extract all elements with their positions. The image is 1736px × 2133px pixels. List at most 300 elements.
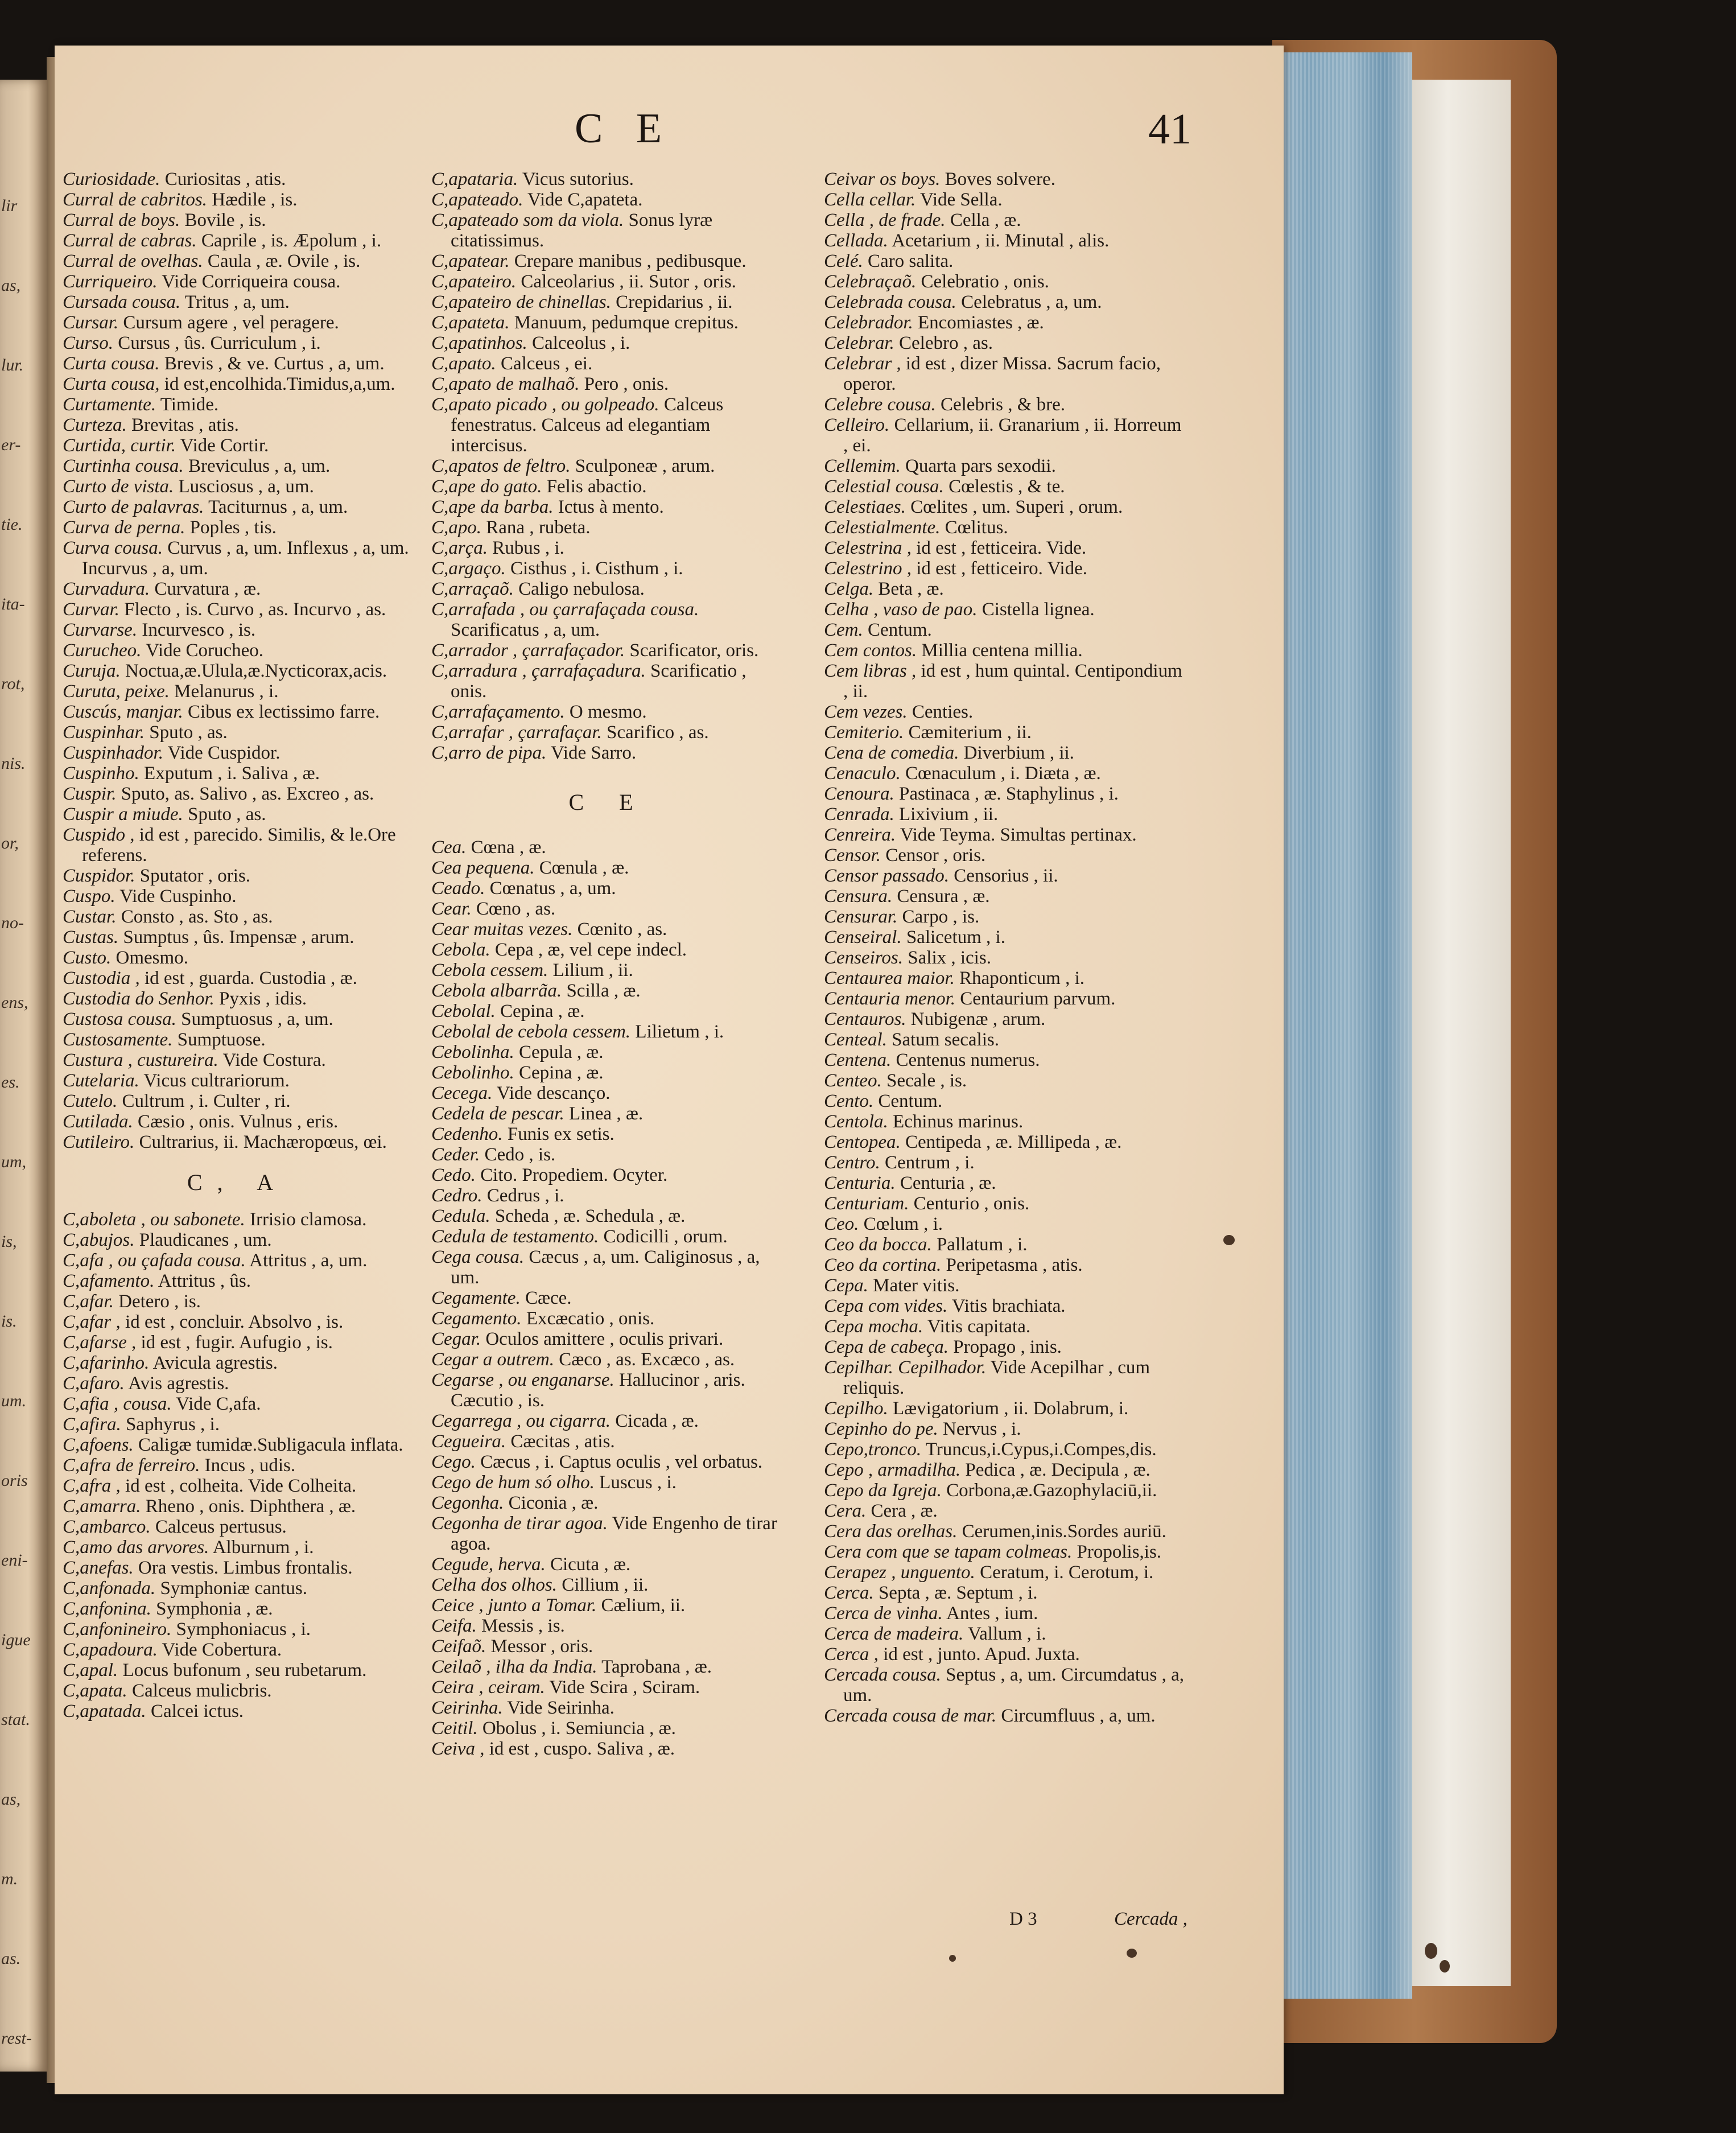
dictionary-entry	[824, 1501, 1188, 1521]
dictionary-entry	[431, 640, 785, 661]
dictionary-entry	[824, 579, 1188, 599]
headword: Curtamente.	[63, 394, 156, 415]
translation: Sumptuose.	[177, 1030, 266, 1050]
dictionary-entry	[824, 292, 1188, 312]
translation: Attritus , a, um.	[249, 1250, 368, 1271]
translation: Sumptuosus , a, um.	[181, 1009, 333, 1030]
headword: Cedela de pescar.	[431, 1103, 564, 1124]
headword: Cuspidor.	[63, 866, 135, 886]
headword: Cuspinho.	[63, 763, 139, 784]
headword: C,afoens.	[63, 1435, 134, 1455]
headword: Celebrar.	[824, 333, 894, 353]
headword: Ceder.	[431, 1144, 480, 1165]
headword: Custodia ,	[63, 968, 140, 989]
page-number: 41	[1148, 105, 1191, 153]
headword: Ceiva ,	[431, 1739, 485, 1759]
translation: Linea , æ.	[568, 1103, 644, 1124]
translation: Pastinaca , æ. Staphylinus , i.	[899, 784, 1119, 804]
dictionary-entry	[824, 1070, 1188, 1091]
dictionary-entry	[824, 927, 1188, 948]
translation: Pyxis , idis.	[219, 989, 307, 1009]
translation: id est , guarda. Custodia , æ.	[144, 968, 357, 989]
translation: Calceolus , i.	[531, 333, 630, 353]
headword: Curucheo.	[63, 640, 142, 661]
translation: Flecto , is. Curvo , as. Incurvo , as.	[124, 599, 386, 620]
translation: Scilla , æ.	[566, 981, 641, 1001]
translation: Diverbium , ii.	[963, 743, 1074, 763]
headword: Centopea.	[824, 1132, 901, 1152]
dictionary-entry	[824, 538, 1188, 558]
headword: Cuspo.	[63, 886, 116, 907]
translation: Crepidarius , ii.	[616, 292, 733, 312]
dictionary-entry	[824, 620, 1188, 640]
dictionary-entry	[63, 1111, 413, 1132]
facing-page-fragment: rot,	[1, 674, 25, 693]
translation: Caprile , is. Æpolum , i.	[201, 230, 382, 251]
dictionary-entry	[63, 1271, 413, 1291]
dictionary-entry	[63, 1394, 413, 1414]
dictionary-entry	[824, 886, 1188, 907]
translation: Cibus ex lectissimo farre.	[188, 702, 380, 722]
translation: Pedica , æ. Decipula , æ.	[965, 1460, 1151, 1480]
dictionary-entry	[63, 1030, 413, 1050]
dictionary-entry	[824, 1439, 1188, 1460]
dictionary-entry	[431, 899, 785, 919]
headword: C,amo das arvores.	[63, 1537, 209, 1558]
translation: Locus bufonum , seu rubetarum.	[122, 1660, 367, 1681]
translation: Cælium, ii.	[601, 1595, 686, 1616]
translation: id est , cuspo. Saliva , æ.	[489, 1739, 675, 1759]
dictionary-entry	[63, 1353, 413, 1373]
facing-page-fragment: um,	[1, 1152, 27, 1171]
translation: Pero , onis.	[584, 374, 669, 394]
translation: Incus , udis.	[204, 1455, 296, 1476]
dictionary-entry	[824, 743, 1188, 763]
headword: C,afarse ,	[63, 1332, 137, 1353]
translation: Cepina , æ.	[519, 1063, 604, 1083]
headword: Curva cousa.	[63, 538, 163, 558]
headword: C,anefas.	[63, 1558, 134, 1578]
translation: Vide C,apateta.	[527, 190, 643, 210]
headword: Curiosidade.	[63, 169, 160, 190]
headword: Custosamente.	[63, 1030, 173, 1050]
translation: O mesmo.	[569, 702, 647, 722]
translation: id est , concluir. Absolvo , is.	[125, 1312, 344, 1332]
dictionary-entry	[431, 1616, 785, 1636]
headword: Cera das orelhas.	[824, 1521, 958, 1542]
headword: Curuta, peixe.	[63, 681, 170, 702]
dictionary-entry	[824, 1173, 1188, 1193]
dictionary-entry	[63, 1414, 413, 1435]
translation: Sculponeæ , arum.	[575, 456, 715, 476]
facing-page-fragment: is,	[1, 1232, 17, 1251]
headword: Cem vezes.	[824, 702, 908, 722]
translation: Cella , æ.	[950, 210, 1021, 230]
headword: C,apadoura.	[63, 1640, 158, 1660]
translation: Cœlestis , & te.	[949, 476, 1065, 497]
translation: Septus , a, um. Circumdatus , a, um.	[843, 1665, 1185, 1706]
translation: Salix , icis.	[908, 948, 991, 968]
headword: Celestial cousa.	[824, 476, 944, 497]
translation: Encomiastes , æ.	[918, 312, 1044, 333]
dictionary-entry	[824, 1234, 1188, 1255]
headword: C,apateiro de chinellas.	[431, 292, 611, 312]
headword: Cutileiro.	[63, 1132, 135, 1152]
column-1	[63, 169, 413, 1722]
headword: Centeal.	[824, 1030, 887, 1050]
dictionary-entry	[824, 210, 1188, 230]
dictionary-entry	[431, 1739, 785, 1759]
worm-hole	[949, 1955, 956, 1962]
translation: Tritus , a, um.	[184, 292, 290, 312]
translation: Secale , is.	[886, 1070, 967, 1091]
headword: Cuspir a miude.	[63, 804, 183, 825]
translation: Cœnito , as.	[577, 919, 667, 940]
dictionary-entry	[824, 804, 1188, 825]
column-3	[824, 169, 1188, 1726]
translation: Cillium , ii.	[562, 1575, 649, 1595]
dictionary-entry	[63, 292, 413, 312]
dictionary-entry	[824, 702, 1188, 722]
dictionary-entry	[63, 497, 413, 517]
headword: Cenoura.	[824, 784, 894, 804]
headword: Cebola albarrãa.	[431, 981, 562, 1001]
translation: Centaurium parvum.	[960, 989, 1116, 1009]
headword: C,afra de ferreiro.	[63, 1455, 200, 1476]
translation: Ictus à mento.	[558, 497, 664, 517]
headword: Cepo , armadilha.	[824, 1460, 961, 1480]
translation: Breviculus , a, um.	[188, 456, 331, 476]
headword: Cercada cousa.	[824, 1665, 941, 1685]
translation: Lusciosus , a, um.	[178, 476, 314, 497]
dictionary-entry	[431, 1452, 785, 1472]
translation: Septa , æ. Septum , i.	[878, 1583, 1038, 1603]
translation: Scarificatus , a, um.	[451, 620, 600, 640]
translation: Incurvesco , is.	[142, 620, 256, 640]
translation: Cito. Propediem. Ocyter.	[480, 1165, 668, 1185]
translation: Obolus , i. Semiuncia , æ.	[482, 1718, 676, 1739]
headword: Custar.	[63, 907, 117, 927]
headword: Cegueira.	[431, 1431, 506, 1452]
dictionary-entry	[63, 702, 413, 722]
translation: Cæce.	[525, 1288, 572, 1308]
headword: Cedenho.	[431, 1124, 503, 1144]
headword: Cepo da Igreja.	[824, 1480, 942, 1501]
headword: Curral de boys.	[63, 210, 180, 230]
headword: Centauria menor.	[824, 989, 955, 1009]
translation: Satum secalis.	[892, 1030, 999, 1050]
headword: Cella cellar.	[824, 190, 916, 210]
dictionary-entry	[431, 837, 785, 858]
dictionary-entry	[63, 538, 413, 579]
headword: C,arrafar , çarrafaçar.	[431, 722, 602, 743]
dictionary-entry	[431, 1718, 785, 1739]
headword: Ceilaõ , ilha da India.	[431, 1657, 597, 1677]
translation: Echinus marinus.	[893, 1111, 1024, 1132]
headword: Cedula.	[431, 1206, 490, 1226]
dictionary-entry	[63, 886, 413, 907]
headword: C,afia , cousa.	[63, 1394, 172, 1414]
running-head: C E	[575, 105, 674, 152]
dictionary-entry	[431, 919, 785, 940]
dictionary-entry	[63, 1332, 413, 1353]
dictionary-entry	[431, 1370, 785, 1411]
headword: C,afra ,	[63, 1476, 121, 1496]
dictionary-entry	[63, 661, 413, 681]
dictionary-entry	[63, 190, 413, 210]
dictionary-entry	[824, 866, 1188, 886]
headword: Cenrada.	[824, 804, 894, 825]
dictionary-entry	[63, 1132, 413, 1152]
headword: C,arça.	[431, 538, 488, 558]
headword: C,apato.	[431, 353, 496, 374]
translation: Calceolarius , ii. Sutor , oris.	[521, 271, 736, 292]
translation: Vide descanço.	[496, 1083, 611, 1103]
dictionary-entry	[63, 927, 413, 948]
facing-page-fragment: is.	[1, 1312, 17, 1331]
dictionary-entry	[431, 1103, 785, 1124]
dictionary-entry	[824, 763, 1188, 784]
translation: Hallucinor , aris. Cæcutio , is.	[451, 1370, 745, 1411]
headword: C,apateado.	[431, 190, 523, 210]
translation: Noctua,æ.Ulula,æ.Nycticorax,acis.	[125, 661, 387, 681]
headword: Cerca ,	[824, 1644, 879, 1665]
dictionary-entry	[63, 1312, 413, 1332]
dictionary-entry	[431, 333, 785, 353]
headword: Cegar a outrem.	[431, 1349, 555, 1370]
headword: Cegar.	[431, 1329, 481, 1349]
headword: Cera com que se tapam colmeas.	[824, 1542, 1073, 1562]
facing-page-fragment: lir	[1, 196, 18, 215]
translation: Lixivium , ii.	[899, 804, 999, 825]
headword: C,anfonineiro.	[63, 1619, 172, 1640]
blue-sprinkled-page-edges	[1272, 52, 1412, 1999]
dictionary-entry	[431, 517, 785, 538]
headword: Custosa cousa.	[63, 1009, 176, 1030]
dictionary-entry	[431, 661, 785, 702]
dictionary-entry	[63, 415, 413, 435]
translation: id est , fetticeira. Vide.	[916, 538, 1087, 558]
headword: Cera.	[824, 1501, 867, 1521]
headword: Cento.	[824, 1091, 874, 1111]
headword: Cerapez , unguento.	[824, 1562, 975, 1583]
translation: Felis abactio.	[546, 476, 647, 497]
headword: Cenaculo.	[824, 763, 901, 784]
translation: Cæcitas , atis.	[510, 1431, 615, 1452]
headword: C,afarinho.	[63, 1353, 150, 1373]
translation: Timide.	[160, 394, 219, 415]
headword: C,ape da barba.	[431, 497, 554, 517]
dictionary-entry	[431, 271, 785, 292]
facing-page-fragment: stat.	[1, 1710, 30, 1729]
headword: Cem.	[824, 620, 863, 640]
translation: Poples , tis.	[189, 517, 277, 538]
headword: Cellemim.	[824, 456, 901, 476]
dictionary-entry	[431, 1144, 785, 1165]
translation: Vide Corucheo.	[146, 640, 264, 661]
dictionary-entry	[824, 1030, 1188, 1050]
translation: id est , fugir. Aufugio , is.	[141, 1332, 333, 1353]
translation: Celebratio , onis.	[921, 271, 1049, 292]
dictionary-entry	[824, 1255, 1188, 1275]
worm-hole	[1440, 1960, 1450, 1973]
dictionary-entry	[431, 1472, 785, 1493]
dictionary-entry	[63, 476, 413, 497]
dictionary-entry	[431, 1657, 785, 1677]
dictionary-entry	[431, 1308, 785, 1329]
translation: Caro salita.	[867, 251, 954, 271]
dictionary-entry	[431, 960, 785, 981]
translation: Cepa , æ, vel cepe indecl.	[494, 940, 687, 960]
dictionary-entry	[63, 907, 413, 927]
worm-hole	[1425, 1943, 1437, 1959]
translation: Sumptus , ûs. Impensæ , arum.	[123, 927, 354, 948]
headword: Centuria.	[824, 1173, 896, 1193]
headword: Celebrar ,	[824, 353, 901, 374]
headword: Celleiro.	[824, 415, 890, 435]
dictionary-entry	[824, 251, 1188, 271]
headword: Curuja.	[63, 661, 121, 681]
translation: Centipeda , æ. Millipeda , æ.	[905, 1132, 1122, 1152]
headword: Curtida, curtir.	[63, 435, 176, 456]
dictionary-entry	[824, 353, 1188, 394]
translation: Cœnaculum , i. Diæta , æ.	[905, 763, 1101, 784]
dictionary-entry	[431, 538, 785, 558]
translation: Propago , inis.	[953, 1337, 1062, 1357]
dictionary-entry	[431, 1698, 785, 1718]
translation: Cisthus , i. Cisthum , i.	[510, 558, 683, 579]
translation: Brevitas , atis.	[131, 415, 239, 435]
dictionary-entry	[63, 394, 413, 415]
headword: Cuspido ,	[63, 825, 135, 845]
dictionary-entry	[824, 558, 1188, 579]
dictionary-entry	[63, 1476, 413, 1496]
dictionary-entry	[824, 1419, 1188, 1439]
dictionary-entry	[824, 1132, 1188, 1152]
headword: Cebola cessem.	[431, 960, 549, 981]
translation: Vallum , i.	[967, 1624, 1046, 1644]
translation: Cœlites , um. Superi , orum.	[910, 497, 1123, 517]
headword: Curto de palavras.	[63, 497, 204, 517]
translation: Taprobana , æ.	[601, 1657, 712, 1677]
dictionary-entry	[431, 858, 785, 878]
translation: Scarifico , as.	[607, 722, 709, 743]
dictionary-entry	[63, 948, 413, 968]
translation: Vide Scira , Sciram.	[549, 1677, 700, 1698]
facing-page-fragment: um.	[1, 1391, 27, 1410]
translation: Lilium , ii.	[552, 960, 633, 981]
dictionary-entry	[824, 1665, 1188, 1706]
translation: Rana , rubeta.	[486, 517, 591, 538]
dictionary-entry	[824, 1542, 1188, 1562]
translation: Vide Seirinha.	[507, 1698, 615, 1718]
dictionary-entry	[63, 210, 413, 230]
translation: Exputum , i. Saliva , æ.	[144, 763, 320, 784]
translation: Messis , is.	[481, 1616, 565, 1636]
translation: Sputo , as.	[188, 804, 266, 825]
dictionary-entry	[824, 1214, 1188, 1234]
translation: Cicuta , æ.	[550, 1554, 631, 1575]
headword: Cursar.	[63, 312, 119, 333]
headword: Ceirinha.	[431, 1698, 503, 1718]
headword: Cegarse , ou enganarse.	[431, 1370, 615, 1390]
translation: Censorius , ii.	[954, 866, 1058, 886]
headword: Celha , vaso de pao.	[824, 599, 978, 620]
headword: C,apatada.	[63, 1701, 146, 1722]
dictionary-entry	[63, 1517, 413, 1537]
translation: Cellarium, ii. Granarium , ii. Horreum , ei.	[843, 415, 1182, 456]
dictionary-entry	[824, 1357, 1188, 1398]
translation: Excæcatio , onis.	[526, 1308, 655, 1329]
headword: C,apatear.	[431, 251, 510, 271]
headword: Cegonha de tirar agoa.	[431, 1513, 608, 1534]
dictionary-entry	[63, 743, 413, 763]
translation: Centum.	[878, 1091, 943, 1111]
translation: Avis agrestis.	[128, 1373, 229, 1394]
dictionary-entry	[431, 722, 785, 743]
dictionary-entry	[431, 1595, 785, 1616]
dictionary-entry	[63, 517, 413, 538]
translation: Cursus , ûs. Curriculum , i.	[118, 333, 321, 353]
translation: Acetarium , ii. Minutal , alis.	[892, 230, 1110, 251]
headword: Cutilada.	[63, 1111, 133, 1132]
dictionary-entry	[431, 312, 785, 333]
dictionary-entry	[63, 456, 413, 476]
dictionary-entry	[63, 1230, 413, 1250]
dictionary-entry	[824, 1193, 1188, 1214]
headword: C,afaro.	[63, 1373, 125, 1394]
dictionary-entry	[63, 784, 413, 804]
translation: id est , parecido. Similis, & le.Ore referens.	[82, 825, 396, 866]
dictionary-entry	[824, 1091, 1188, 1111]
headword: Ceo da cortina.	[824, 1255, 942, 1275]
dictionary-entry	[431, 190, 785, 210]
translation: Cœlum , i.	[863, 1214, 943, 1234]
dictionary-entry	[431, 1083, 785, 1103]
headword: C,arradura , çarrafaçadura.	[431, 661, 646, 681]
headword: Ceo da bocca.	[824, 1234, 932, 1255]
headword: C,aboleta , ou sabonete.	[63, 1209, 245, 1230]
headword: Curvar.	[63, 599, 119, 620]
dictionary-entry	[824, 230, 1188, 251]
dictionary-entry	[824, 517, 1188, 538]
translation: Symphonia , æ.	[156, 1599, 273, 1619]
headword: Curral de ovelhas.	[63, 251, 203, 271]
headword: Curso.	[63, 333, 113, 353]
headword: Celebre cousa.	[824, 394, 936, 415]
headword: C,abujos.	[63, 1230, 135, 1250]
headword: Ceitil.	[431, 1718, 478, 1739]
translation: Sputo, as. Salivo , as. Excreo , as.	[121, 784, 374, 804]
translation: Rubus , i.	[492, 538, 564, 558]
headword: C,argaço.	[431, 558, 506, 579]
translation: id est , fetticeiro. Vide.	[916, 558, 1087, 579]
translation: id est , junto. Apud. Juxta.	[883, 1644, 1080, 1665]
headword: C,arrafada , ou çarrafaçada cousa.	[431, 599, 699, 620]
translation: Centenus numerus.	[896, 1050, 1040, 1070]
dictionary-entry	[63, 374, 413, 394]
headword: Cecega.	[431, 1083, 493, 1103]
translation: Ciconia , æ.	[508, 1493, 599, 1513]
dictionary-entry	[431, 1226, 785, 1247]
dictionary-entry	[63, 1640, 413, 1660]
headword: Ceo.	[824, 1214, 859, 1234]
dictionary-entry	[824, 968, 1188, 989]
translation: Vide Sella.	[919, 190, 1003, 210]
headword: Centuriam.	[824, 1193, 909, 1214]
translation: Celebro , as.	[899, 333, 993, 353]
headword: C,arro de pipa.	[431, 743, 547, 763]
